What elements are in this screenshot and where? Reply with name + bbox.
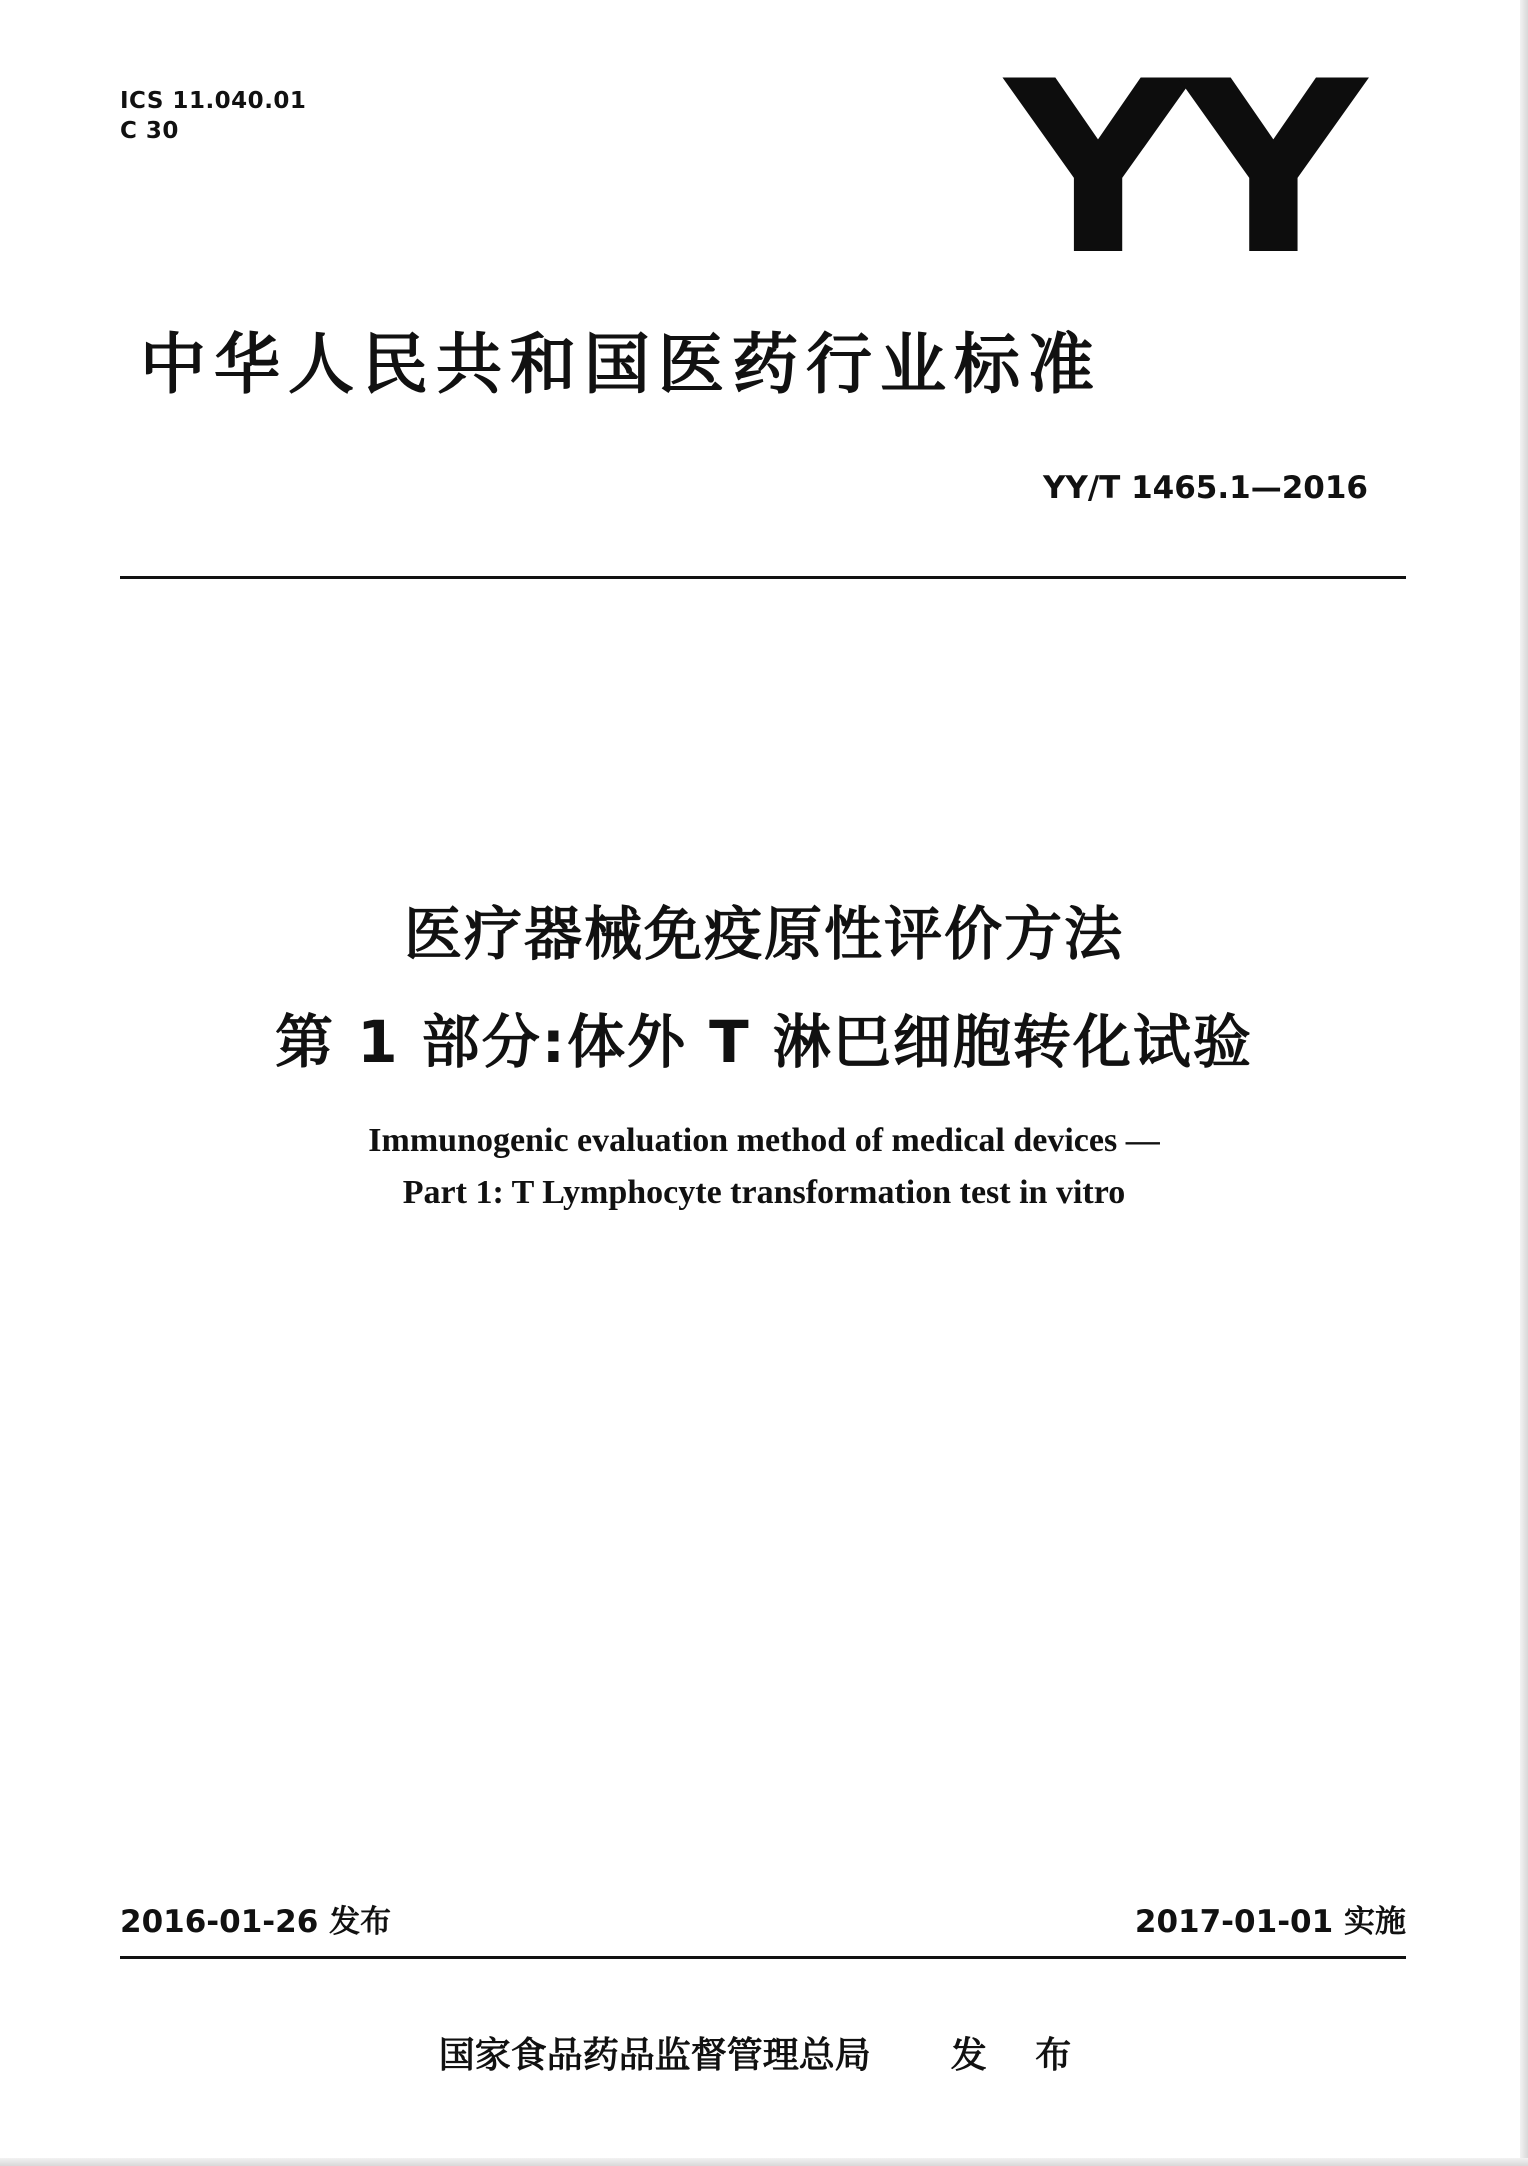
chinese-title-line-2: 第 1 部分:体外 T 淋巴细胞转化试验 <box>275 1008 1253 1076</box>
issuer-action: 发 布 <box>950 2035 1090 2076</box>
implementation-date: 2017-01-01 实施 <box>1134 1904 1406 1940</box>
ics-code: ICS 11.040.01 <box>120 88 307 114</box>
issuer-name: 国家食品药品监督管理总局 <box>438 2035 871 2076</box>
classification-codes <box>120 86 306 146</box>
issuer-line <box>0 2030 1528 2082</box>
ccs-code: C 30 <box>120 118 179 144</box>
header-divider <box>120 576 1406 579</box>
issue-date: 2016-01-26 发布 <box>120 1904 392 1940</box>
scan-edge-right <box>1520 0 1528 2166</box>
footer-divider <box>120 1956 1406 1959</box>
yy-logo: YY <box>1005 31 1356 308</box>
chinese-title-line-1: 医疗器械免疫原性评价方法 <box>403 900 1124 968</box>
chinese-title <box>0 880 1528 1096</box>
standard-type-heading: 中华人民共和国医药行业标准 <box>140 326 1102 403</box>
english-title-line-2: Part 1: T Lymphocyte transformation test in vitro <box>402 1174 1126 1211</box>
standard-number: YY/T 1465.1—2016 <box>1042 470 1368 506</box>
scan-edge-bottom <box>0 2158 1528 2166</box>
english-title-line-1: Immunogenic evaluation method of medical devices — <box>368 1122 1160 1159</box>
english-title <box>0 1115 1528 1219</box>
